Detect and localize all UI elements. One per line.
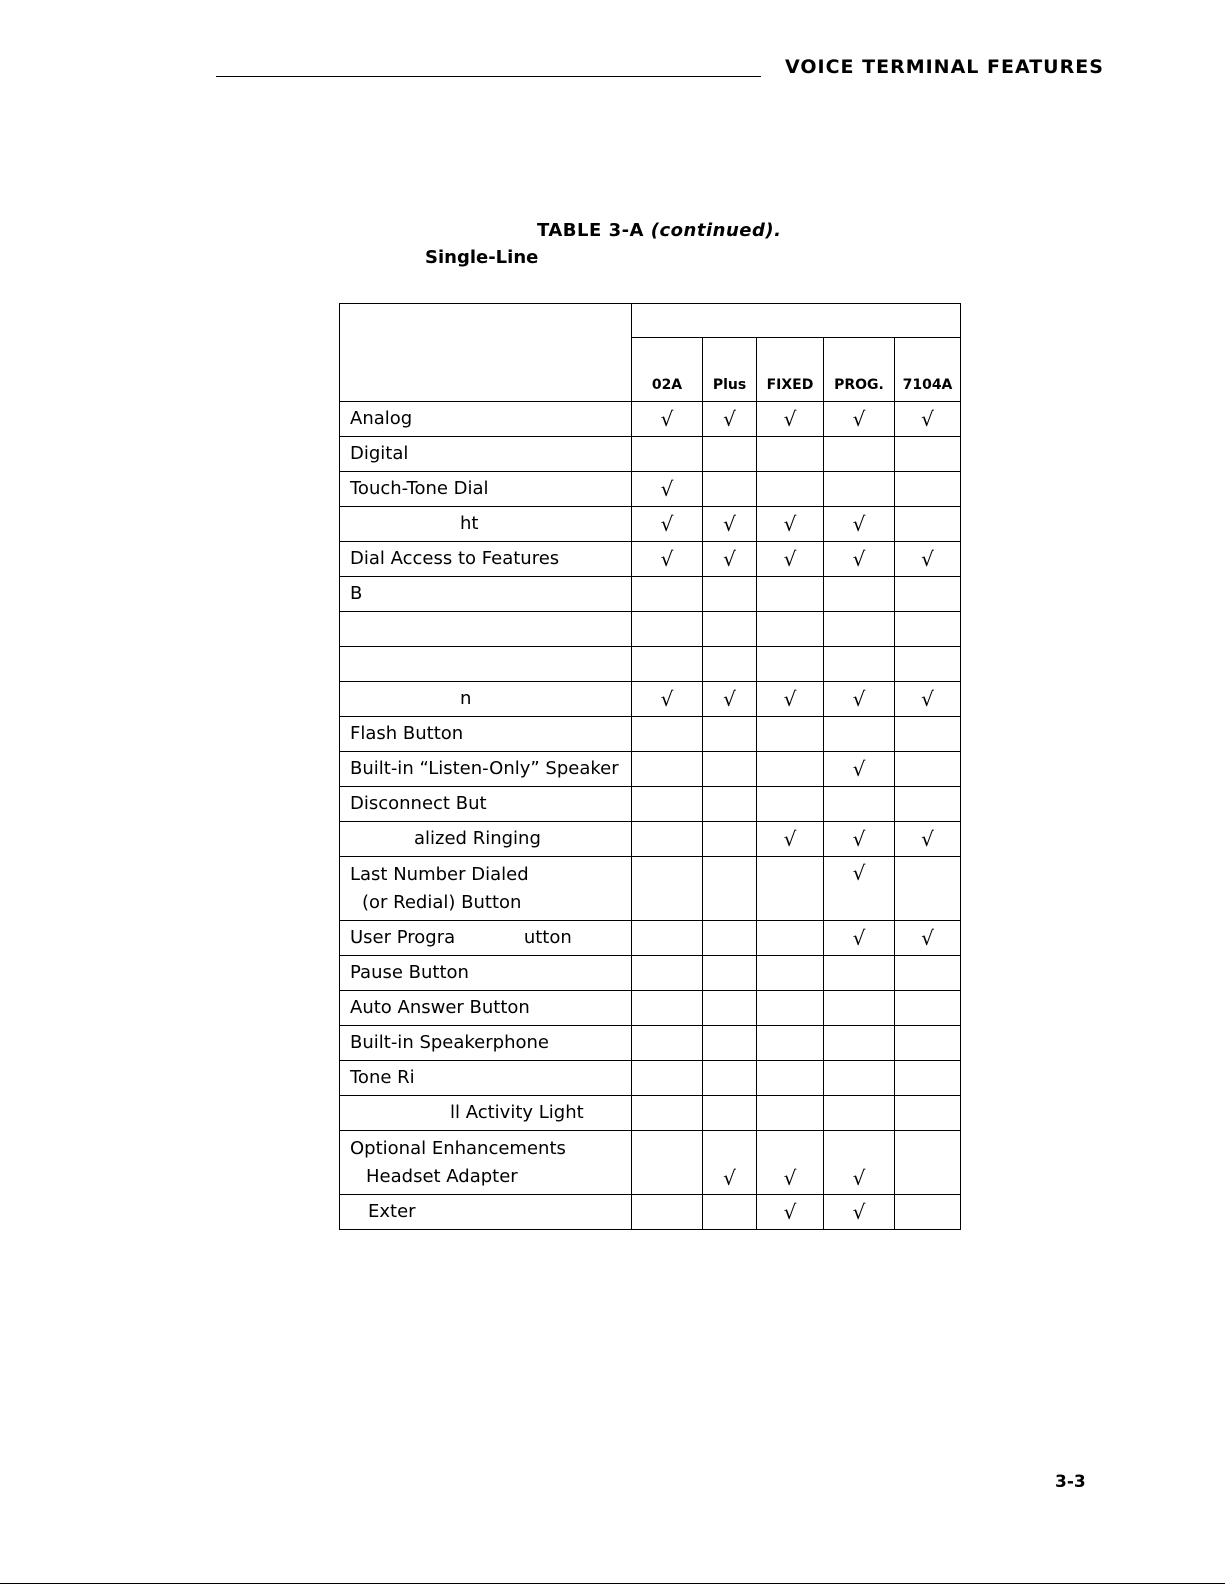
feature-name: User Progra utton (350, 927, 572, 948)
check-mark-cell (703, 437, 757, 472)
check-mark-cell: √ (895, 402, 961, 437)
check-mark-cell: √ (895, 822, 961, 857)
check-mark-cell (632, 857, 703, 921)
check-mark-cell (895, 1195, 961, 1230)
check-mark-cell: √ (632, 402, 703, 437)
table-row (340, 472, 961, 507)
check-mark-cell (895, 507, 961, 542)
check-mark-cell: √ (757, 542, 824, 577)
feature-name: Flash Button (350, 723, 464, 744)
check-mark-cell: √ (757, 682, 824, 717)
column-header: 7104A (895, 338, 961, 402)
check-mark-cell (703, 647, 757, 682)
check-mark-cell (632, 921, 703, 956)
table-row (340, 647, 961, 682)
check-mark-cell (632, 1061, 703, 1096)
table-row (340, 612, 961, 647)
check-mark-cell (895, 787, 961, 822)
check-mark-cell (895, 752, 961, 787)
feature-name-cell (340, 1096, 632, 1131)
check-mark-cell: √ (824, 507, 895, 542)
check-mark-cell (895, 1061, 961, 1096)
table-caption-label: TABLE 3-A (537, 220, 644, 241)
check-mark-cell (632, 612, 703, 647)
check-mark-cell (757, 612, 824, 647)
feature-name-cell (340, 472, 632, 507)
check-mark-cell (632, 1131, 703, 1195)
feature-name-cell (340, 956, 632, 991)
check-mark-cell (895, 577, 961, 612)
check-mark-cell (632, 787, 703, 822)
check-mark-cell (824, 647, 895, 682)
column-header: FIXED (757, 338, 824, 402)
check-mark-cell (703, 1026, 757, 1061)
check-mark-cell (824, 991, 895, 1026)
header-rule (216, 76, 761, 77)
check-mark-cell (703, 956, 757, 991)
check-mark-cell: √ (824, 682, 895, 717)
check-mark-cell: √ (895, 682, 961, 717)
feature-name-cell (340, 647, 632, 682)
check-mark-cell (632, 752, 703, 787)
table-row (340, 682, 961, 717)
feature-name-cell (340, 717, 632, 752)
table-row (340, 577, 961, 612)
feature-name: Exter (368, 1201, 416, 1222)
check-mark-cell (632, 437, 703, 472)
feature-name: n (460, 688, 472, 709)
check-mark-cell: √ (895, 921, 961, 956)
feature-name-cell (340, 612, 632, 647)
check-mark-cell: √ (824, 752, 895, 787)
feature-name-cell (340, 921, 632, 956)
check-mark-cell: √ (824, 402, 895, 437)
check-mark-cell: √ (824, 857, 895, 921)
check-mark-cell: √ (703, 402, 757, 437)
check-mark-cell: √ (632, 682, 703, 717)
check-mark-cell (632, 822, 703, 857)
column-header: Plus (703, 338, 757, 402)
check-mark-cell (632, 647, 703, 682)
feature-name-continued: (or Redial) Button (362, 891, 522, 913)
feature-name: Optional Enhancements (350, 1137, 566, 1159)
check-mark-cell (703, 1096, 757, 1131)
column-header: 02A (632, 338, 703, 402)
table-row (340, 1131, 961, 1195)
feature-name: ll Activity Light (450, 1102, 584, 1123)
feature-name-cell (340, 787, 632, 822)
check-mark-cell (824, 472, 895, 507)
check-mark-cell (703, 857, 757, 921)
check-mark-cell (757, 1061, 824, 1096)
feature-name-continued: Headset Adapter (366, 1165, 518, 1187)
table-row (340, 402, 961, 437)
table-row (340, 542, 961, 577)
terminal-group-header (632, 304, 961, 338)
table-row (340, 1026, 961, 1061)
table-row (340, 991, 961, 1026)
check-mark-cell (703, 822, 757, 857)
check-mark-cell (757, 1096, 824, 1131)
check-mark-cell (895, 647, 961, 682)
check-mark-cell (895, 956, 961, 991)
feature-name: Touch-Tone Dial (350, 478, 489, 499)
table-row (340, 752, 961, 787)
table-row (340, 1195, 961, 1230)
table-row (340, 507, 961, 542)
check-mark-cell (824, 437, 895, 472)
check-mark-cell (824, 612, 895, 647)
table-row (340, 717, 961, 752)
check-mark-cell: √ (824, 1195, 895, 1230)
feature-name: Pause Button (350, 962, 469, 983)
running-header-title: VOICE TERMINAL FEATURES (785, 56, 1104, 78)
feature-name: B (350, 583, 363, 604)
check-mark-cell (757, 921, 824, 956)
feature-name-cell (340, 752, 632, 787)
table-row (340, 921, 961, 956)
feature-name: ht (460, 513, 479, 534)
check-mark-cell (895, 472, 961, 507)
feature-name-cell (340, 577, 632, 612)
feature-name: alized Ringing (414, 828, 541, 849)
feature-name: Disconnect But (350, 793, 487, 814)
page-number: 3-3 (1055, 1472, 1086, 1492)
feature-name: Digital (350, 443, 409, 464)
check-mark-cell: √ (824, 1131, 895, 1195)
check-mark-cell (632, 717, 703, 752)
table-subcaption: Single-Line (425, 247, 539, 268)
table-row (340, 787, 961, 822)
check-mark-cell (703, 472, 757, 507)
check-mark-cell (703, 921, 757, 956)
check-mark-cell (895, 1096, 961, 1131)
check-mark-cell: √ (824, 822, 895, 857)
check-mark-cell (824, 1096, 895, 1131)
feature-name: Analog (350, 408, 413, 429)
check-mark-cell (757, 717, 824, 752)
check-mark-cell: √ (632, 507, 703, 542)
check-mark-cell (757, 472, 824, 507)
feature-name-cell (340, 542, 632, 577)
feature-name-cell (340, 1026, 632, 1061)
check-mark-cell (824, 717, 895, 752)
check-mark-cell (895, 857, 961, 921)
table-row (340, 1061, 961, 1096)
check-mark-cell (895, 991, 961, 1026)
check-mark-cell (895, 437, 961, 472)
check-mark-cell (757, 647, 824, 682)
check-mark-cell (632, 1096, 703, 1131)
check-mark-cell: √ (632, 542, 703, 577)
check-mark-cell: √ (703, 682, 757, 717)
feature-name: Dial Access to Features (350, 548, 560, 569)
feature-name-cell (340, 857, 632, 921)
features-table (339, 303, 961, 1230)
check-mark-cell (895, 1026, 961, 1061)
check-mark-cell (824, 956, 895, 991)
table-caption-continued: (continued). (650, 220, 782, 241)
check-mark-cell (632, 956, 703, 991)
feature-name: Built-in Speakerphone (350, 1032, 549, 1053)
check-mark-cell: √ (703, 542, 757, 577)
check-mark-cell (824, 577, 895, 612)
feature-name-cell (340, 1195, 632, 1230)
check-mark-cell (632, 577, 703, 612)
check-mark-cell (703, 1061, 757, 1096)
check-mark-cell (703, 717, 757, 752)
table-row (340, 1096, 961, 1131)
check-mark-cell: √ (824, 542, 895, 577)
check-mark-cell (703, 1195, 757, 1230)
feature-name-cell (340, 682, 632, 717)
check-mark-cell (824, 787, 895, 822)
check-mark-cell (757, 752, 824, 787)
table-header-group-row (340, 304, 961, 338)
check-mark-cell (703, 787, 757, 822)
check-mark-cell (703, 577, 757, 612)
check-mark-cell (757, 956, 824, 991)
feature-name-cell (340, 1061, 632, 1096)
table-row (340, 956, 961, 991)
check-mark-cell: √ (757, 822, 824, 857)
table-row (340, 857, 961, 921)
check-mark-cell (757, 857, 824, 921)
check-mark-cell (757, 437, 824, 472)
check-mark-cell: √ (757, 402, 824, 437)
check-mark-cell (824, 1026, 895, 1061)
check-mark-cell: √ (824, 921, 895, 956)
check-mark-cell: √ (703, 507, 757, 542)
feature-name-cell (340, 822, 632, 857)
check-mark-cell (895, 1131, 961, 1195)
feature-name-cell (340, 507, 632, 542)
check-mark-cell (703, 612, 757, 647)
check-mark-cell (632, 1026, 703, 1061)
feature-name-cell (340, 991, 632, 1026)
check-mark-cell (757, 991, 824, 1026)
check-mark-cell (757, 577, 824, 612)
feature-name: Built-in “Listen-Only” Speaker (350, 758, 619, 779)
feature-name-cell (340, 1131, 632, 1195)
check-mark-cell (632, 1195, 703, 1230)
check-mark-cell (824, 1061, 895, 1096)
table-row (340, 437, 961, 472)
check-mark-cell (757, 1026, 824, 1061)
check-mark-cell (895, 717, 961, 752)
check-mark-cell: √ (632, 472, 703, 507)
feature-name: Auto Answer Button (350, 997, 530, 1018)
column-header: PROG. (824, 338, 895, 402)
check-mark-cell (632, 991, 703, 1026)
check-mark-cell: √ (757, 507, 824, 542)
table-caption (537, 220, 781, 241)
feature-name-cell (340, 437, 632, 472)
footer-rule (0, 1583, 1225, 1584)
check-mark-cell (895, 612, 961, 647)
check-mark-cell (703, 752, 757, 787)
check-mark-cell: √ (895, 542, 961, 577)
check-mark-cell: √ (757, 1131, 824, 1195)
check-mark-cell: √ (757, 1195, 824, 1230)
check-mark-cell (703, 991, 757, 1026)
table-row (340, 822, 961, 857)
feature-name: Last Number Dialed (350, 863, 529, 885)
check-mark-cell: √ (703, 1131, 757, 1195)
feature-name-cell (340, 402, 632, 437)
check-mark-cell (757, 787, 824, 822)
feature-column-header (340, 304, 632, 402)
feature-name: Tone Ri (350, 1067, 415, 1088)
